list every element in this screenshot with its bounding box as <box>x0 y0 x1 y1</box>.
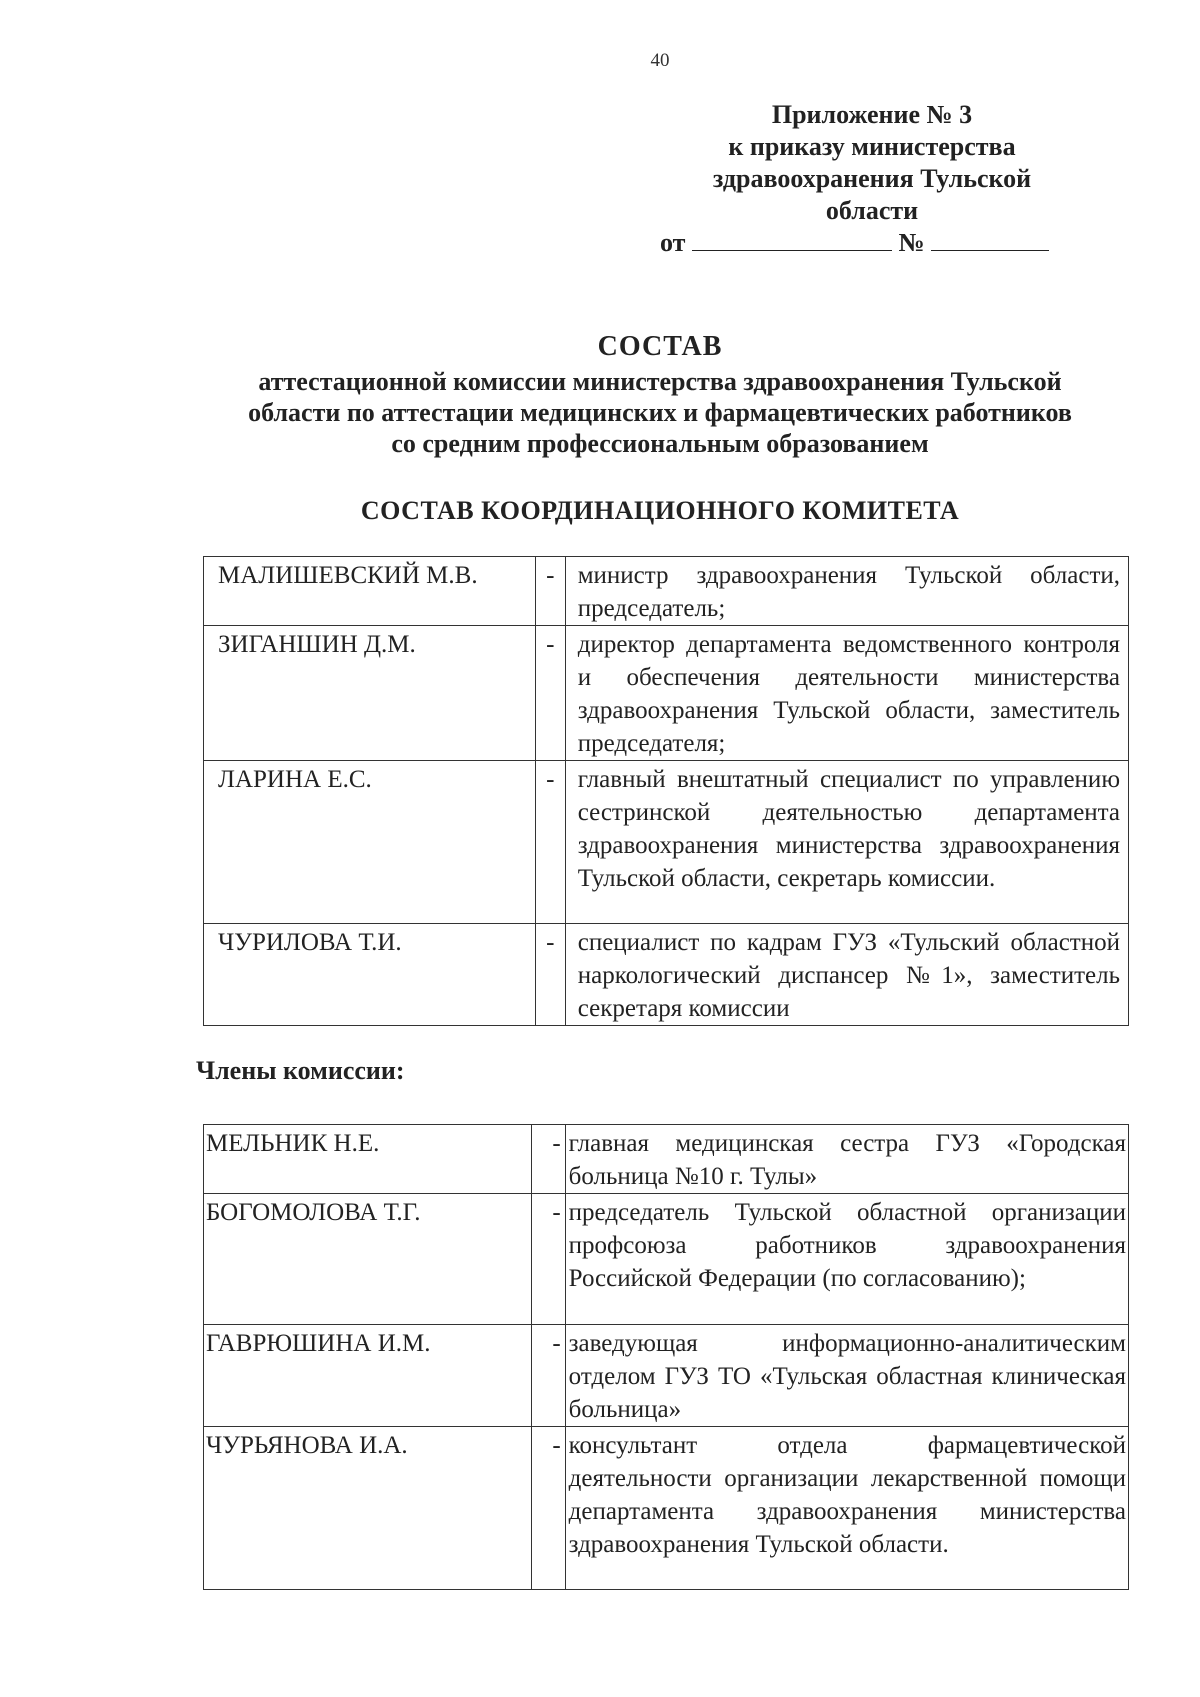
member-role: специалист по кадрам ГУЗ «Тульский областной наркологический диспансер №1», заместитель секретаря комиссии <box>565 924 1128 1026</box>
appendix-header <box>660 99 1062 259</box>
dash-separator: - <box>535 557 565 626</box>
member-role: заведующая информационно-аналитическим отделом ГУЗ ТО «Тульская областная клиническая больница» <box>565 1325 1128 1427</box>
member-name: ЛАРИНА Е.С. <box>204 761 536 924</box>
table-row <box>204 626 1129 761</box>
ot-label: от <box>660 228 686 257</box>
member-name: ГАВРЮШИНА И.М. <box>204 1325 532 1427</box>
member-name: МЕЛЬНИК Н.Е. <box>204 1125 532 1194</box>
heading-subtitle-2: области по аттестации медицинских и фармацевтических работников <box>248 398 1072 427</box>
appendix-line-2: к приказу министерства <box>728 132 1016 161</box>
table-row <box>204 1427 1129 1590</box>
member-name: БОГОМОЛОВА Т.Г. <box>204 1194 532 1325</box>
appendix-line-1: Приложение № 3 <box>771 100 973 129</box>
member-role: министр здравоохранения Тульской области, председатель; <box>565 557 1128 626</box>
coordination-committee-title: СОСТАВ КООРДИНАЦИОННОГО КОМИТЕТА <box>360 496 960 525</box>
table-row <box>204 1325 1129 1427</box>
appendix-line-3: здравоохранения Тульской <box>712 164 1032 193</box>
dash-separator: - <box>535 924 565 1026</box>
table-row <box>204 557 1129 626</box>
member-name: ЧУРЬЯНОВА И.А. <box>204 1427 532 1590</box>
member-role: главный внештатный специалист по управлению сестринской деятельностью департамента здравоохранения министерства здравоохранения Тульской области, секретарь комиссии. <box>565 761 1128 924</box>
table-row <box>204 761 1129 924</box>
member-name: ЗИГАНШИН Д.М. <box>204 626 536 761</box>
dash-separator: - <box>535 626 565 761</box>
coordination-committee-table <box>203 556 1129 1026</box>
members-label: Члены комиссии: <box>196 1056 405 1085</box>
date-blank <box>692 228 892 251</box>
number-label: № <box>898 228 925 257</box>
dash-separator: - <box>535 761 565 924</box>
member-role: главная медицинская сестра ГУЗ «Городская больница №10 г. Тулы» <box>565 1125 1128 1194</box>
dash-separator: - <box>531 1194 565 1325</box>
member-role: председатель Тульской областной организации профсоюза работников здравоохранения Российской Федерации (по согласованию); <box>565 1194 1128 1325</box>
dash-separator: - <box>531 1427 565 1590</box>
member-name: ЧУРИЛОВА Т.И. <box>204 924 536 1026</box>
member-role: консультант отдела фармацевтической деятельности организации лекарственной помощи департамента здравоохранения министерства здравоохранения Тульской области. <box>565 1427 1128 1590</box>
heading-title: СОСТАВ <box>597 331 723 362</box>
member-name: МАЛИШЕВСКИЙ М.В. <box>204 557 536 626</box>
heading-subtitle-1: аттестационной комиссии министерства здравоохранения Тульской <box>258 367 1062 396</box>
page-number: 40 <box>650 50 670 71</box>
document-heading <box>0 330 1200 459</box>
appendix-line-4: области <box>825 196 919 225</box>
table-row <box>204 1194 1129 1325</box>
order-date-number-line <box>660 227 1062 259</box>
table-row <box>204 924 1129 1026</box>
table-row <box>204 1125 1129 1194</box>
dash-separator: - <box>531 1125 565 1194</box>
member-role: директор департамента ведомственного контроля и обеспечения деятельности министерства здравоохранения Тульской области, заместитель председателя; <box>565 626 1128 761</box>
dash-separator: - <box>531 1325 565 1427</box>
number-blank <box>931 228 1049 251</box>
heading-subtitle-3: со средним профессиональным образованием <box>391 429 929 458</box>
members-table <box>203 1124 1129 1590</box>
